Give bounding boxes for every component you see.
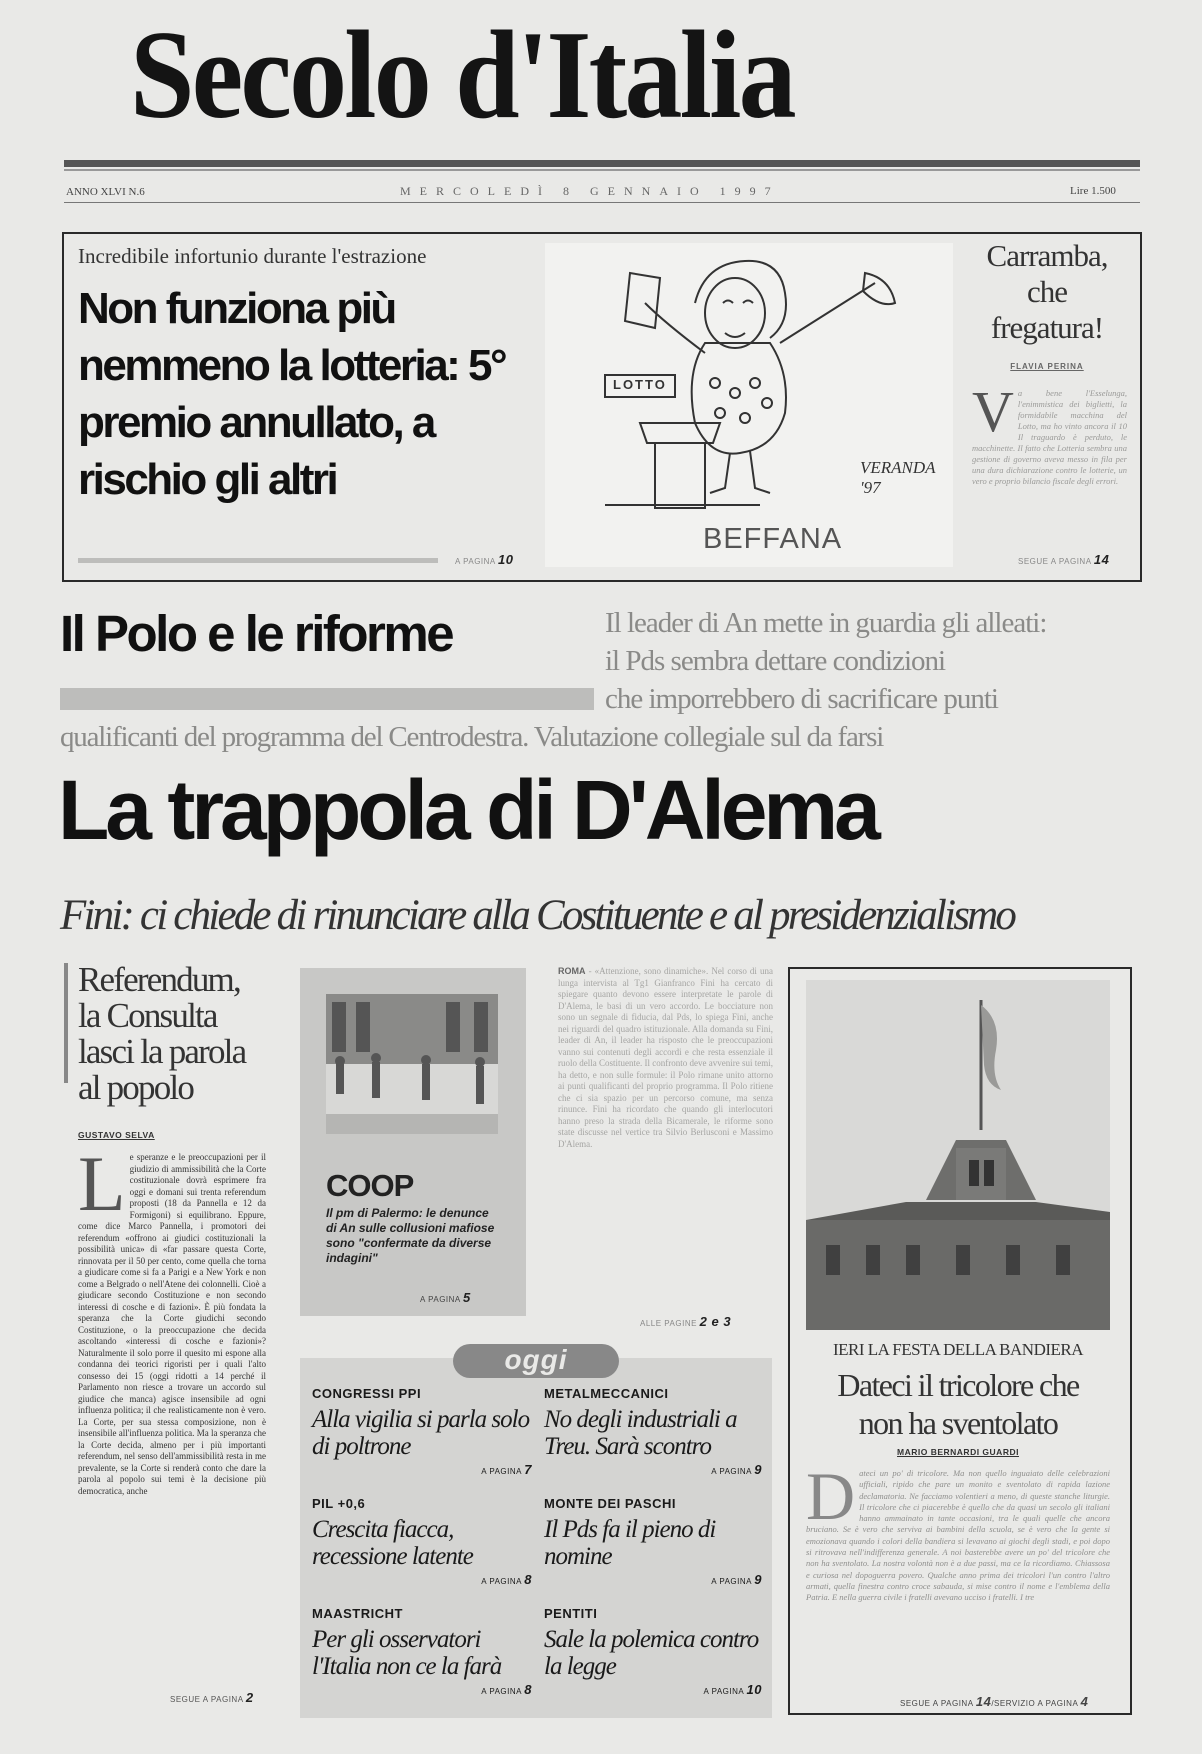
bandiera-title: Dateci il tricolore che non ha sventolato bbox=[837, 1367, 1079, 1441]
oggi-item-4-ref bbox=[544, 1572, 762, 1587]
top-story-headline: Non funziona più nemmeno la lotteria: 5° premio annullato, a rischio gli altri bbox=[78, 284, 506, 504]
bandiera-photo bbox=[806, 980, 1110, 1330]
referendum-bar bbox=[64, 963, 68, 1083]
oggi-item-2 bbox=[544, 1386, 762, 1477]
main-headline: La trappola di D'Alema bbox=[58, 763, 877, 857]
oggi-item-6-ref-label: A PAGINA bbox=[703, 1687, 744, 1696]
referendum-body-text: e speranze e le preoccupazioni per il giudizio di ammissibilità che la Corte costituzionale dovrà esprimere fra oggi e domani sui trenta referendum proposti (18 da Pannella e 12 da Formigoni) si equilibrano. Eppure, come dice Marco Pannella, i promotori dei referendum «offrono ai giudici costituzionali la possibilità unica» di «far passare questa Corte, rinnovata per il 50 per cento, come quella che torna a giudicare come si fa a Parigi e a New York e non come a Belgrado o nell'Atene dei colonnelli. Cioè a giudicare secondo Costituzione e non secondo interessi di cosche e di fazioni». È più fondata la speranza che la Corte giudichi secondo Costituzione, o la preoccupazione che decida ascoltando «interessi di cosche e fazioni»? Naturalmente il solo porre il quesito mi espone alla condanna dei teorici rigoristi per i quali l'alto consesso dei 15 (oggi ridotti a 14 perché il Parlamento non riesce a trovare un accordo sul giudice che manca) agisce insensibile ad ogni influenza politica; il che realisticamente non è vero. La Corte, per sua stessa composizione, non è insensibile all'influenza politica. Ma la speranza che la Corte decida, almeno per i più importanti referendum, nel senso dell'ammissibilità resta in me prevalente, se la Corte si renderà conto che dare la parola al popolo sui temi è la decisione più democratica, anche bbox=[78, 1152, 266, 1496]
oggi-item-5-ref bbox=[312, 1682, 532, 1697]
polo-title: Il Polo e le riforme bbox=[60, 605, 453, 662]
masthead-rule-thick bbox=[64, 160, 1140, 167]
referendum-page-ref-num: 2 bbox=[245, 1690, 254, 1705]
polo-deck-line2: il Pds sembra dettare condizioni bbox=[605, 645, 946, 677]
cartoon-drawing bbox=[545, 243, 953, 567]
coop-text: Il pm di Palermo: le denunce di An sulle collusioni mafiose sono "confermate da diverse indagini" bbox=[326, 1206, 495, 1265]
oggi-item-4-title: Il Pds fa il pieno di nomine bbox=[544, 1516, 716, 1570]
bandiera-page-ref-num2: 4 bbox=[1080, 1694, 1089, 1709]
oggi-item-6-ref-num: 10 bbox=[746, 1682, 762, 1697]
oggi-item-4 bbox=[544, 1496, 762, 1587]
referendum-body bbox=[78, 1152, 266, 1687]
referendum-page-ref bbox=[170, 1690, 254, 1705]
bandiera-photo-drawing bbox=[806, 980, 1110, 1330]
bandiera-page-ref-label: SEGUE A PAGINA bbox=[900, 1699, 974, 1708]
oggi-item-5-title: Per gli osservatori l'Italia non ce la farà bbox=[312, 1626, 502, 1680]
bandiera-page-ref-label2: SERVIZIO A PAGINA bbox=[994, 1699, 1078, 1708]
referendum-page-ref-label: SEGUE A PAGINA bbox=[170, 1695, 244, 1704]
top-story-rule bbox=[78, 558, 438, 563]
referendum-author: GUSTAVO SELVA bbox=[78, 1130, 155, 1140]
bandiera-page-ref: SEGUE A PAGINA 14/SERVIZIO A PAGINA 4 bbox=[900, 1694, 1089, 1709]
oggi-item-1-title: Alla vigilia si parla solo di poltrone bbox=[312, 1406, 530, 1460]
bandiera-dropcap: D bbox=[806, 1468, 856, 1534]
oggi-item-3-ref-label: A PAGINA bbox=[481, 1577, 522, 1586]
bandiera-author: MARIO BERNARDI GUARDI bbox=[897, 1447, 1019, 1457]
editorial-top-title: Carramba, che fregatura! bbox=[986, 238, 1108, 345]
oggi-item-3-head: PIL +0,6 bbox=[312, 1496, 366, 1511]
editorial-top-page-ref bbox=[1018, 552, 1109, 567]
coop-page-ref-label: A PAGINA bbox=[420, 1295, 461, 1304]
oggi-item-2-ref-num: 9 bbox=[754, 1462, 762, 1477]
coop-box bbox=[300, 968, 526, 1316]
referendum-dropcap: L bbox=[78, 1152, 126, 1227]
roma-page-ref-num: 2 e 3 bbox=[699, 1314, 732, 1329]
oggi-item-3-title: Crescita fiacca, recessione latente bbox=[312, 1516, 473, 1570]
coop-page-ref-num: 5 bbox=[463, 1290, 471, 1305]
coop-photo bbox=[326, 994, 498, 1134]
polo-deck-line4: qualificanti del programma del Centrodestra. Valutazione collegiale sul da farsi bbox=[60, 721, 884, 753]
oggi-item-1-ref-label: A PAGINA bbox=[481, 1467, 522, 1476]
coop-title: COOP bbox=[326, 1168, 414, 1203]
editorial-top-page-ref-num: 14 bbox=[1093, 552, 1110, 567]
main-subhead: Fini: ci chiede di rinunciare alla Costituente e al presidenzialismo bbox=[60, 892, 1015, 939]
oggi-item-1-ref bbox=[312, 1462, 532, 1477]
oggi-item-5-ref-label: A PAGINA bbox=[481, 1687, 522, 1696]
oggi-item-5-head: MAASTRICHT bbox=[312, 1606, 403, 1621]
cartoon bbox=[545, 243, 953, 567]
cartoon-signature: VERANDA '97 bbox=[860, 458, 936, 497]
oggi-item-5 bbox=[312, 1606, 532, 1697]
masthead-price: Lire 1.500 bbox=[1070, 185, 1116, 197]
roma-page-ref-label: ALLE PAGINE bbox=[640, 1319, 697, 1328]
bandiera-kicker: IERI LA FESTA DELLA BANDIERA bbox=[832, 1340, 1084, 1359]
roma-article-body bbox=[558, 966, 773, 1301]
oggi-item-4-ref-num: 9 bbox=[754, 1572, 762, 1587]
top-story-page-ref-num: 10 bbox=[498, 552, 514, 567]
oggi-item-4-ref-label: A PAGINA bbox=[711, 1577, 752, 1586]
oggi-item-1-head: CONGRESSI PPI bbox=[312, 1386, 422, 1401]
oggi-item-3 bbox=[312, 1496, 532, 1587]
top-story-kicker: Incredibile infortunio durante l'estrazione bbox=[78, 244, 427, 268]
polo-deck-line1: Il leader di An mette in guardia gli alleati: bbox=[605, 607, 1047, 639]
oggi-item-6-ref bbox=[544, 1682, 762, 1697]
masthead-bottom-rule bbox=[64, 202, 1140, 203]
editorial-top-page-ref-label: SEGUE A PAGINA bbox=[1018, 557, 1092, 566]
bandiera-page-ref-num: 14 bbox=[975, 1694, 992, 1709]
oggi-item-2-title: No degli industriali a Treu. Sarà scontro bbox=[544, 1406, 737, 1460]
editorial-top-dropcap: V bbox=[972, 388, 1014, 444]
cartoon-lotto-label: LOTTO bbox=[613, 377, 667, 392]
editorial-top-body bbox=[972, 388, 1127, 538]
masthead-rule-thin bbox=[64, 169, 1140, 171]
masthead-title: Secolo d'Italia bbox=[130, 6, 794, 145]
oggi-item-3-ref bbox=[312, 1572, 532, 1587]
coop-page-ref bbox=[420, 1290, 471, 1305]
oggi-item-1-ref-num: 7 bbox=[524, 1462, 532, 1477]
masthead-date: MERCOLEDÌ 8 GENNAIO 1997 bbox=[400, 184, 780, 198]
oggi-item-2-ref-label: A PAGINA bbox=[711, 1467, 752, 1476]
top-story-page-ref bbox=[455, 552, 514, 567]
oggi-item-5-ref-num: 8 bbox=[524, 1682, 532, 1697]
bandiera-body bbox=[806, 1468, 1110, 1688]
oggi-item-6-head: PENTITI bbox=[544, 1606, 598, 1621]
oggi-item-2-ref bbox=[544, 1462, 762, 1477]
polo-deck-line3: che imporrebbero di sacrificare punti bbox=[605, 683, 998, 715]
masthead-anno: ANNO XLVI N.6 bbox=[66, 186, 145, 198]
roma-dateline: ROMA bbox=[558, 966, 586, 976]
oggi-item-4-head: MONTE DEI PASCHI bbox=[544, 1496, 676, 1511]
oggi-item-6-title: Sale la polemica contro la legge bbox=[544, 1626, 759, 1680]
roma-article-text: - «Attenzione, sono dinamiche». Nel corso di una lunga intervista al Tg1 Gianfranco Fini ha cercato di spiegare quanto devono essere interpretate le parole di D'Alema, le basi di un vero accordo. Le bocciature non sono un segnale di fiducia, dal Pds, lo spiega Fini, anche nei riguardi del quadro istituzionale. Alla domanda su Fini, leader di An, il leader ha risposto che le preoccupazioni vanno sui contenuti degli accordi e che resta essenziale il ruolo della Costituente. Il confronto deve avvenire sui temi, ha detto, e non sulle formule: il Polo rimane unito attorno ai punti qualificanti del proprio programma. Il Polo ritiene che ci sia spazio per un percorso comune, ma senza rinunce. Fini ha ricordato che quando gli interlocutori hanno preso la strada della Bicamerale, le riforme sono state discusse nel vertice tra Silvio Berlusconi e Massimo D'Alema. bbox=[558, 966, 773, 1149]
oggi-item-6 bbox=[544, 1606, 762, 1697]
referendum-title: Referendum, la Consulta lasci la parola al popolo bbox=[78, 960, 246, 1107]
editorial-top-body-text: a bene l'Esselunga, l'enimmistica dei biglietti, la formidabile macchina del Lotto, ma ho vinto ancora il 10 Il traguardo è perduto, le macchinette. Il fatto che Lotteria sembra una gestione di governo aveva messo in fila per una dura dichiarazione contro le lotterie, un vero e proprio bilancio fiscale degli errori. bbox=[972, 388, 1127, 486]
cartoon-caption: BEFFANA bbox=[703, 523, 843, 555]
bandiera-body-text: ateci un po' di tricolore. Ma non quello inguaiato delle celebrazioni ufficiali, ripido che pare un monito e sventolato di rapida lazione declamatoria. Ne facciamo volentieri a meno, di queste stanche liturgie. Il tricolore che ci piacerebbe è quello che da quasi un secolo gli italiani hanno ammainato in tante occasioni, tra le quali quelle che ancora bruciano. Se è vero che serviva ai bambini della scuola, se è vero che la gente si emozionava quando i colori della bandiera si levavano ai giochi degli stadi, e poi dopo si ritrovava nell'indifferenza generale. A noi basterebbe avere un po' del tricolore che non ha sventolato. La nostra volontà non è a due passi, ma ce la ricordiamo. Chiassosa e curiosa nel dopoguerra povero. Qualche anno prima dei tricolori l'un contro l'altro armati, quella finestra contro croce sabauda, si mise contro il nome e l'emblema della Patria. E nella guerra civile i fratelli avevano ucciso i fratelli. I tre bbox=[806, 1468, 1110, 1603]
top-story-page-ref-label: A PAGINA bbox=[455, 557, 496, 566]
coop-photo-drawing bbox=[326, 994, 498, 1134]
oggi-item-1 bbox=[312, 1386, 532, 1477]
roma-page-ref bbox=[640, 1314, 731, 1329]
editorial-top-author: FLAVIA PERINA bbox=[1010, 362, 1084, 371]
oggi-item-3-ref-num: 8 bbox=[524, 1572, 532, 1587]
polo-gray-bar bbox=[60, 688, 594, 710]
oggi-item-2-head: METALMECCANICI bbox=[544, 1386, 669, 1401]
oggi-label: oggi bbox=[453, 1344, 619, 1378]
